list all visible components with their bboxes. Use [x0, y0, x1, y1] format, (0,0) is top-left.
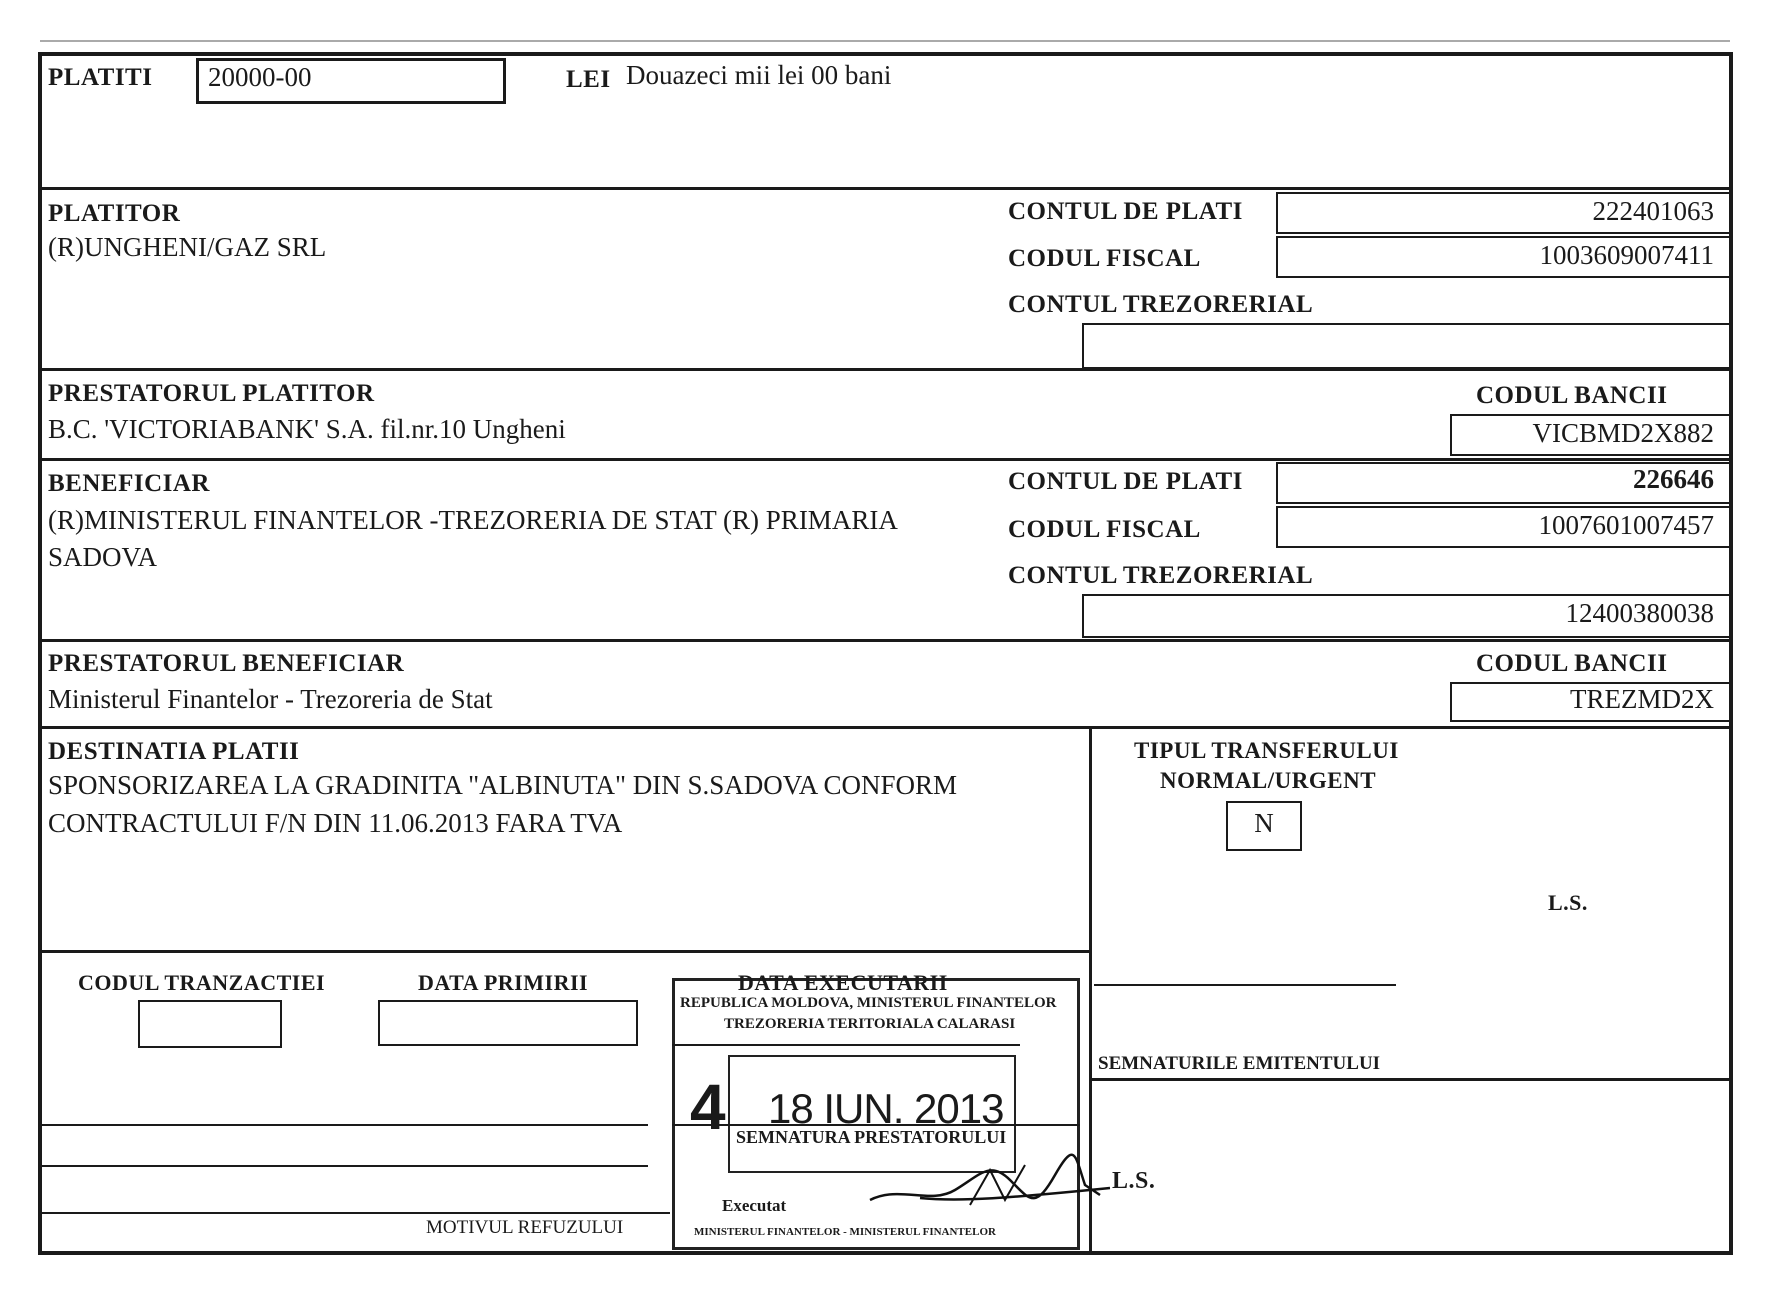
payer-bank-code-label: CODUL BANCII: [1476, 382, 1668, 409]
receipt-date-box: [378, 1000, 638, 1046]
transfer-type-label-line2: NORMAL/URGENT: [1160, 768, 1377, 793]
refusal-label: MOTIVUL REFUZULUI: [426, 1217, 624, 1238]
payer-bank-code: VICBMD2X882: [1532, 418, 1714, 448]
row-divider-4: [40, 639, 1732, 642]
beneficiary-fiscal-code: 1007601007457: [1538, 510, 1714, 540]
payer-label: PLATITOR: [48, 200, 181, 227]
row-divider-3: [40, 458, 1732, 461]
provider-signature-label: SEMNATURA PRESTATORULUI: [736, 1127, 1007, 1147]
payer-fiscal-label: CODUL FISCAL: [1008, 245, 1201, 272]
stamp-header-line2: TREZORERIA TERITORIALA CALARASI: [724, 1016, 1016, 1032]
payer-bank-label: PRESTATORUL PLATITOR: [48, 380, 375, 407]
transfer-type-label-line1: TIPUL TRANSFERULUI: [1134, 738, 1399, 763]
beneficiary-fiscal-label: CODUL FISCAL: [1008, 516, 1201, 543]
stamp-date: 18 IUN. 2013: [768, 1085, 1004, 1132]
signatures-label: SEMNATURILE EMITENTULUI: [1098, 1053, 1381, 1074]
purpose-line2: CONTRACTULUI F/N DIN 11.06.2013 FARA TVA: [48, 808, 623, 838]
stamp-footer: MINISTERUL FINANTELOR - MINISTERUL FINANTELOR: [694, 1226, 996, 1238]
provider-signature-scribble: [860, 1150, 1120, 1220]
receipt-date-label: DATA PRIMIRII: [418, 970, 589, 995]
bottom-rule-3: [40, 1212, 670, 1214]
beneficiary-account-label: CONTUL DE PLATI: [1008, 468, 1243, 495]
signatures-bottom-rule: [1090, 1078, 1732, 1081]
beneficiary-bank-code-label: CODUL BANCII: [1476, 650, 1668, 677]
signature-rule: [1094, 984, 1396, 986]
beneficiary-label: BENEFICIAR: [48, 470, 210, 497]
amount-in-words: Douazeci mii lei 00 bani: [626, 60, 892, 90]
currency-label: LEI: [566, 66, 611, 93]
beneficiary-name-line2: SADOVA: [48, 542, 158, 572]
row-divider-5: [40, 726, 1732, 729]
stamp-header-rule: [672, 1044, 1020, 1046]
beneficiary-account: 226646: [1633, 464, 1714, 494]
beneficiary-bank-code: TREZMD2X: [1570, 684, 1714, 714]
execution-date-label: DATA EXECUTARII: [738, 970, 948, 995]
transfer-type-value: N: [1254, 808, 1274, 838]
beneficiary-bank-name: Ministerul Finantelor - Trezoreria de Stat: [48, 684, 493, 714]
beneficiary-name-line1: (R)MINISTERUL FINANTELOR -TREZORERIA DE STAT (R) PRIMARIA: [48, 505, 898, 535]
amount-value: 20000-00: [208, 62, 312, 92]
payer-name: (R)UNGHENI/GAZ SRL: [48, 232, 327, 262]
beneficiary-treasury-label: CONTUL TREZORERIAL: [1008, 562, 1314, 589]
payer-bank-name: B.C. 'VICTORIABANK' S.A. fil.nr.10 Ungheni: [48, 414, 566, 444]
provider-ls: L.S.: [1112, 1168, 1156, 1194]
stamp-number: 4: [690, 1071, 726, 1143]
payer-account: 222401063: [1592, 196, 1714, 226]
row-divider-1: [40, 187, 1732, 190]
stamp-executed: Executat: [722, 1196, 787, 1215]
payer-account-label: CONTUL DE PLATI: [1008, 198, 1243, 225]
payer-fiscal-code: 1003609007411: [1539, 240, 1714, 270]
provider-signature-rule: [672, 1124, 1080, 1126]
transfer-ls: L.S.: [1548, 890, 1588, 915]
row-divider-6: [40, 950, 1090, 953]
beneficiary-bank-label: PRESTATORUL BENEFICIAR: [48, 650, 405, 677]
stamp-header-line1: REPUBLICA MOLDOVA, MINISTERUL FINANTELOR: [680, 995, 1057, 1011]
beneficiary-treasury-account: 12400380038: [1565, 598, 1714, 628]
amount-label: PLATITI: [48, 64, 153, 91]
row-divider-2: [40, 368, 1732, 371]
transaction-code-label: CODUL TRANZACTIEI: [78, 970, 326, 995]
transaction-code-box: [138, 1000, 282, 1048]
purpose-line1: SPONSORIZAREA LA GRADINITA "ALBINUTA" DIN S.SADOVA CONFORM: [48, 770, 958, 800]
payer-treasury-label: CONTUL TREZORERIAL: [1008, 291, 1314, 318]
payer-treasury-box: [1082, 323, 1732, 369]
top-strip-rule: [40, 40, 1730, 42]
purpose-label: DESTINATIA PLATII: [48, 738, 300, 765]
bottom-rule-1: [40, 1124, 648, 1126]
bottom-rule-2: [40, 1165, 648, 1167]
